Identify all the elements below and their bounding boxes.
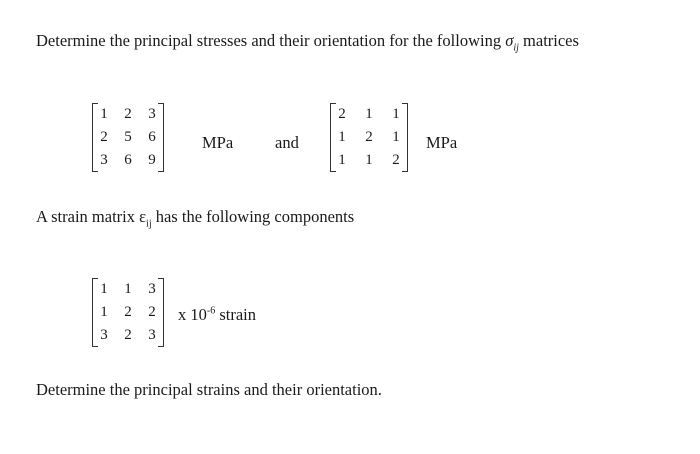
sigma-symbol: σ [505,31,514,50]
stress-matrix-2 [330,103,408,172]
problem-2-text-end: has the following components [155,207,355,226]
epsilon-symbol: ε [139,207,147,226]
matrix-cell: 1 [392,106,400,122]
matrix-cell: 2 [365,129,373,145]
problem-1-text: Determine the principal stresses and their orientation for the following [36,31,502,50]
matrix-cell: 2 [148,304,156,320]
matrix-row [331,149,407,172]
matrix-cell: 1 [365,106,373,122]
strain-factor [178,305,256,325]
matrix-cell: 3 [148,106,156,122]
matrix-cell: 2 [124,327,132,343]
matrix-cell: 1 [124,281,132,297]
matrix-row [93,126,163,149]
matrix-cell: 2 [338,106,346,122]
matrix-row [93,301,163,324]
problem-2-statement [36,207,354,229]
matrix-cell: 3 [148,327,156,343]
matrix-cell: 1 [365,152,373,168]
strain-factor-suffix: strain [219,305,257,324]
matrix-row [331,103,407,126]
matrix-cell: 1 [100,106,108,122]
matrix-cell: 2 [124,106,132,122]
matrix-cell: 2 [124,304,132,320]
matrix-cell: 1 [338,129,346,145]
matrix-row [93,278,163,301]
unit-label-2: MPa [426,133,458,152]
matrix-cell: 5 [124,129,132,145]
matrix-cell: 1 [338,152,346,168]
unit-label-1: MPa [202,133,234,152]
problem-3-statement: Determine the principal strains and their orientation. [36,380,382,399]
conjunction-label: and [275,133,299,152]
stress-matrix-1 [92,103,164,172]
epsilon-subscript: ij [146,218,152,230]
matrix-row [93,149,163,172]
matrix-cell: 6 [148,129,156,145]
matrix-cell: 9 [148,152,156,168]
strain-factor-exponent: -6 [206,305,216,317]
matrix-row [93,324,163,347]
strain-matrix [92,278,164,347]
matrix-cell: 3 [100,152,108,168]
problem-2-text: A strain matrix [36,207,135,226]
matrix-cell: 1 [100,304,108,320]
problem-1-statement [36,31,579,53]
sigma-subscript: ij [513,42,519,54]
matrix-cell: 2 [392,152,400,168]
matrix-row [331,126,407,149]
matrix-cell: 3 [148,281,156,297]
matrix-cell: 1 [100,281,108,297]
matrix-cell: 2 [100,129,108,145]
matrix-cell: 1 [392,129,400,145]
matrix-cell: 6 [124,152,132,168]
strain-factor-prefix: x 10 [178,305,207,324]
matrix-cell: 3 [100,327,108,343]
problem-1-text-end: matrices [523,31,579,50]
matrix-row [93,103,163,126]
